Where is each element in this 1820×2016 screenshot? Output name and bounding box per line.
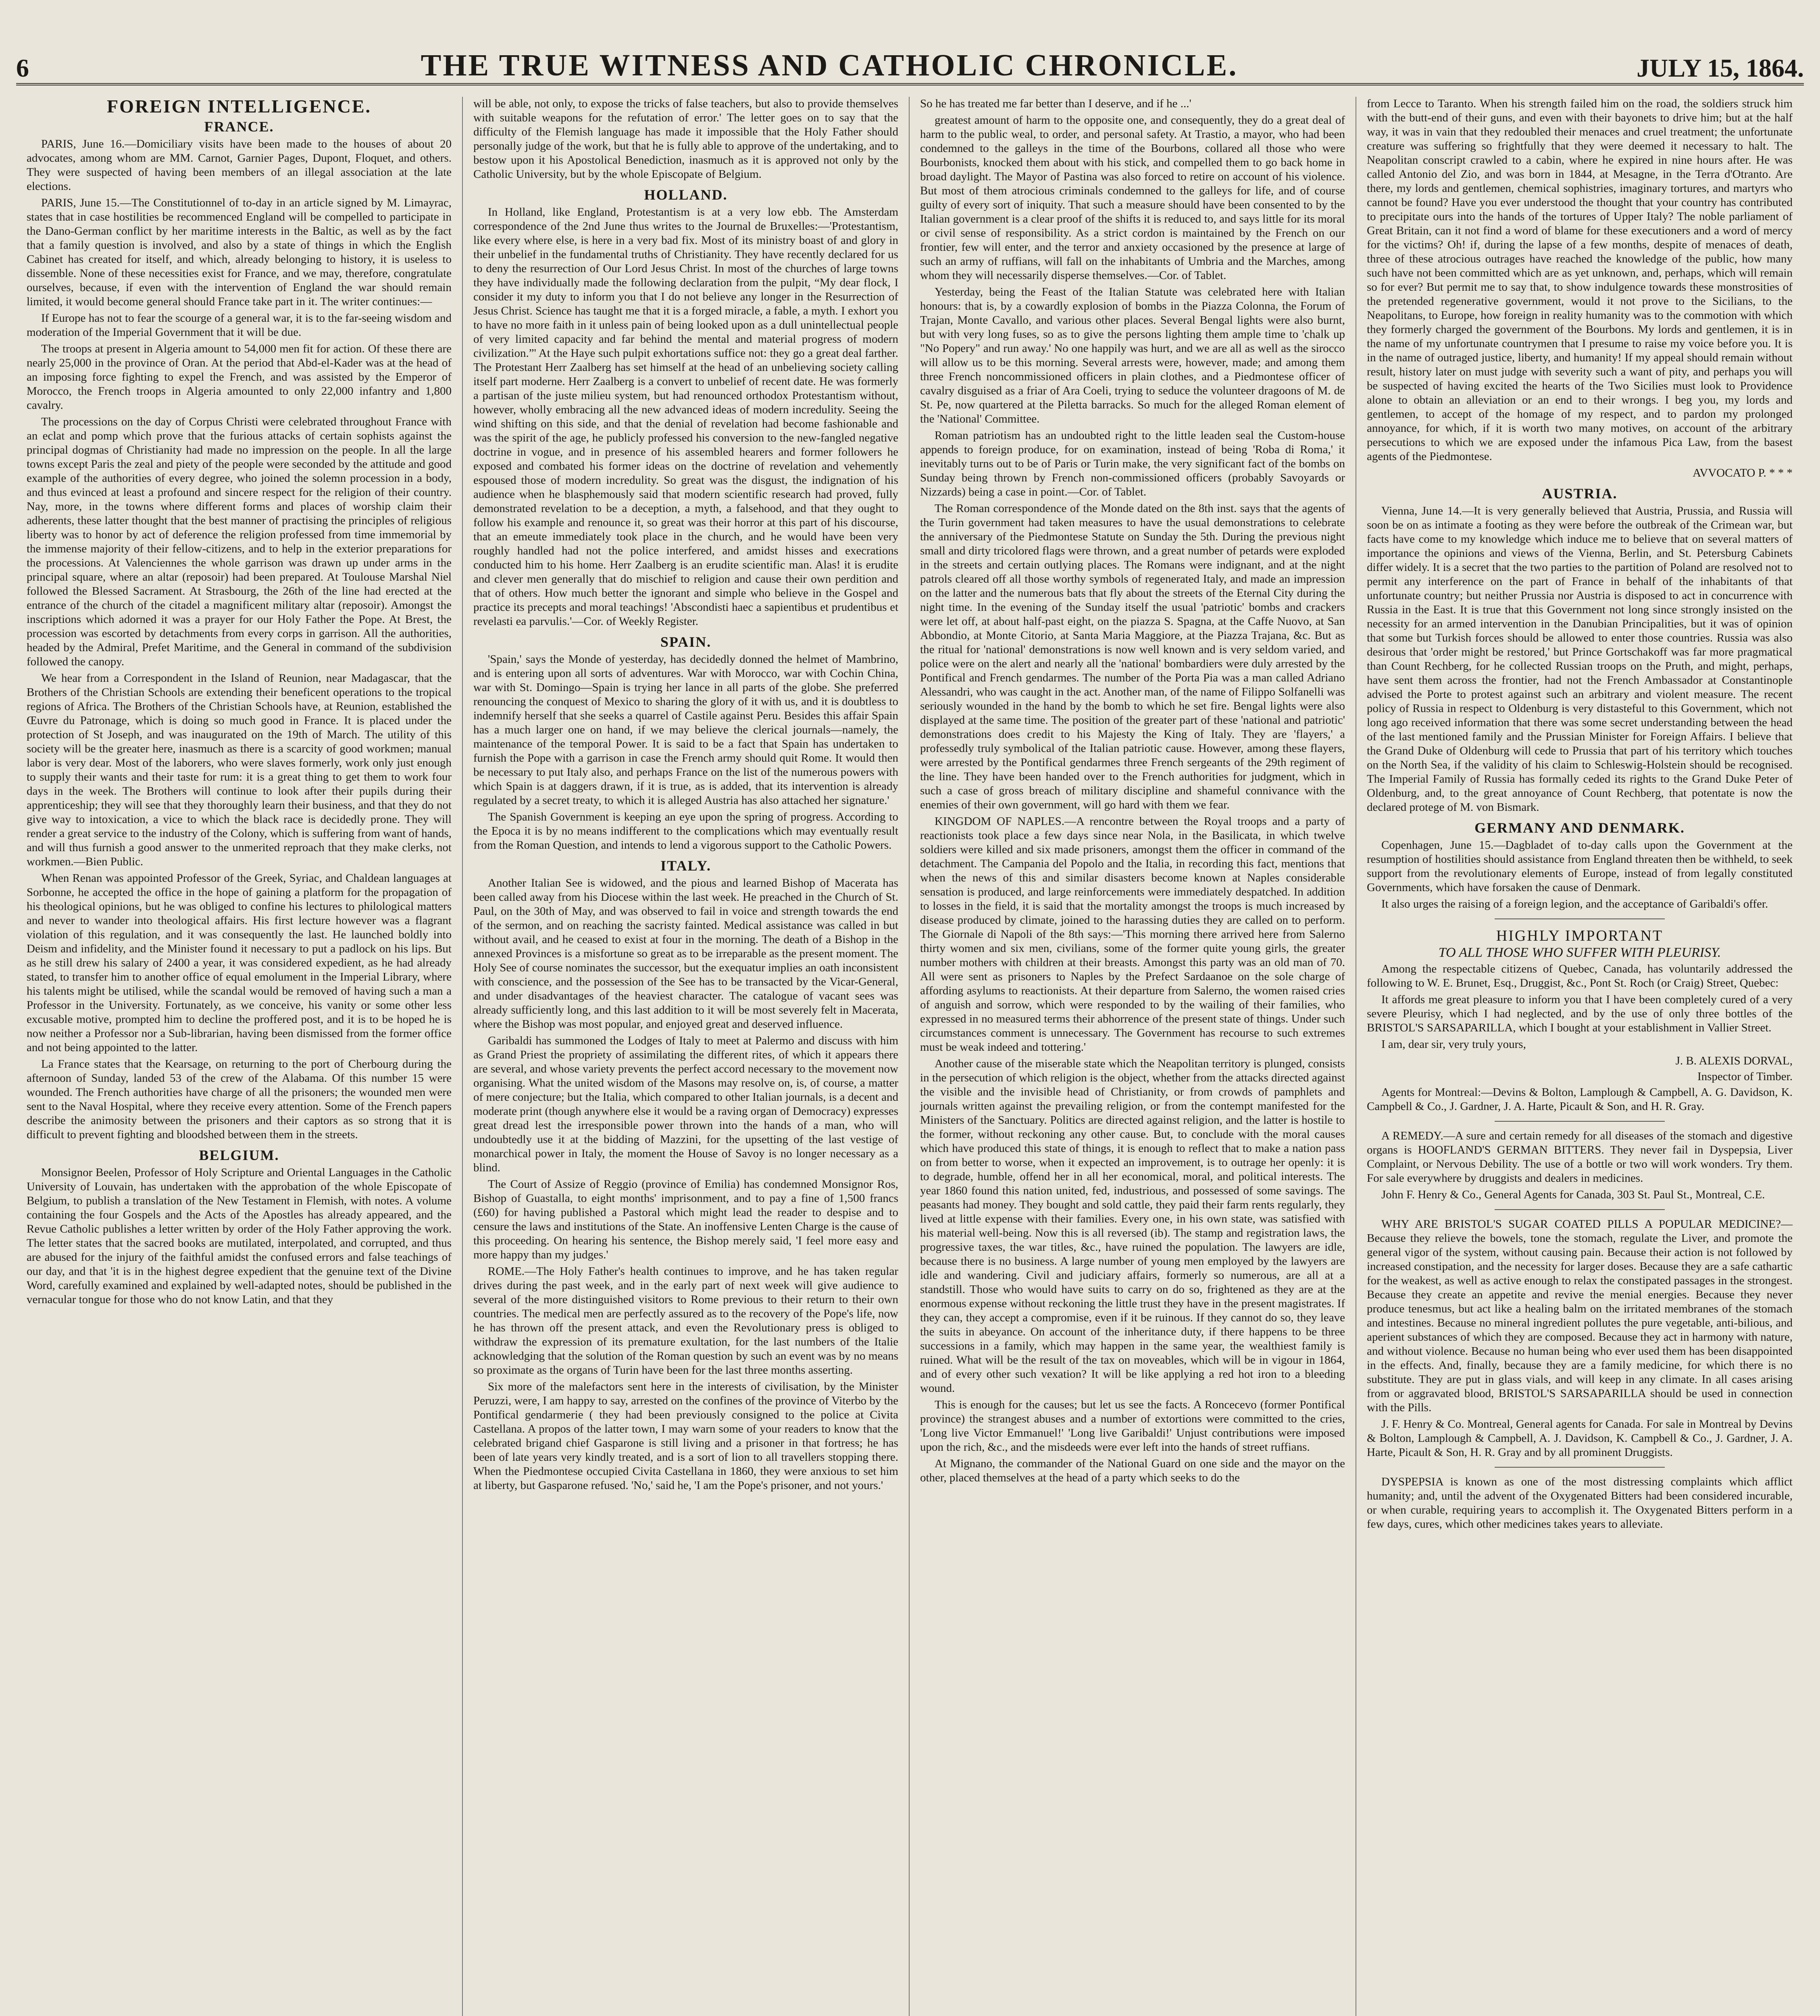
article-paragraph: Copenhagen, June 15.—Dagbladet of to-day calls upon the Government at the resumption of hostilities should assistance from England threaten then be withheld, to seek support from the revolutionary elements of Europe, instead of from legally constituted Governments, which have forsaken the cause of Denmark. <box>1367 839 1793 894</box>
article-paragraph: This is enough for the causes; but let us see the facts. A Roncecevo (former Pontifical province) the strangest abuses and a number of extortions were committed to the cries, 'Long live Victor Emmanuel!' 'Long live Garibaldi!' Unjust contributions were imposed upon the rich, &c., and the misdeeds were ever left into the hands of street ruffians. <box>920 1398 1345 1454</box>
divider <box>1495 918 1665 919</box>
article-paragraph: will be able, not only, to expose the tricks of false teachers, but also to provide themselves with suitable weapons for the refutation of error.' The letter goes on to say that the difficulty of the Flemish language has made it impossible that the Holy Father should personally judge of the work, but that he is fully able to approve of the undertaking, and to bestow upon it his Apostolical Benediction, inasmuch as it is approved not only by the Catholic University, but by the whole Episcopate of Belgium. <box>473 97 898 181</box>
signature: AVVOCATO P. * * * <box>1693 467 1793 479</box>
ad-subheading: TO ALL THOSE WHO SUFFER WITH PLEURISY. <box>1438 945 1721 960</box>
column-3 <box>910 97 1356 2016</box>
signature-title: Inspector of Timber. <box>1697 1070 1793 1083</box>
heading-austria: AUSTRIA. <box>1542 485 1618 502</box>
article-paragraph: At Mignano, the commander of the National Guard on one side and the mayor on the other, placed themselves at the head of a party which seeks to do the <box>920 1457 1345 1484</box>
article-paragraph: ROME.—The Holy Father's health continues to improve, and he has taken regular drives during the past week, and in the early part of next week will give audience to several of the more distinguished visitors to Rome previous to their return to their own countries. The medical men are perfectly assured as to the recovery of the Pope's life, now he has thrown off the present attack, and even the Revolutionary press is obliged to withdraw the expression of its premature exultation, for the last numbers of the Italie acknowledging that the solution of the Roman question by such an event was by no means so proximate as the organs of Turin have been for the last three months asserting. <box>473 1265 898 1377</box>
article-paragraph: Garibaldi has summoned the Lodges of Italy to meet at Palermo and discuss with him as Grand Priest the propriety of assimilating the different rites, of which it appears there are several, and whose variety prevents the perfect accord necessary to the movement now organising. What the united wisdom of the Masons may resolve on, is, of course, a matter of mere conjecture; but the Italia, which compared to other Italian journals, is a decent and moderate print (though anywhere else it would be a raving organ of Democracy) expresses great dread lest the irresponsible power thrown into the hands of a man, who will undoubtedly use it at the bidding of Mazzini, for the upsetting of the last vestige of monarchical power in Italy, the moment the House of Savoy is no longer necessary as a blind. <box>473 1034 898 1174</box>
article-paragraph: The Roman correspondence of the Monde dated on the 8th inst. says that the agents of the Turin government had taken measures to have the usual demonstrations to celebrate the anniversary of the Piedmontese Statute on Sunday the 5th. During the previous night small and dirty tricolored flags were thrown, and a great number of petards were exploded in the streets and certain outlying places. The Romans were indignant, and at the night patrols cleared off all those worthy symbols of regenerated Italy, and made an impression on the latter and the numerous bats that fly about the streets of the Eternal City during the night time. In the evening of the Sunday itself the usual 'patriotic' bombs and crackers were let off, at about half-past eight, on the piazza S. Spagna, at the Caffe Nuovo, at San Abbondio, at Monte Citorio, at Santa Maria Maggiore, at the Piazza Trajana, &c. But as the ritual for 'national' demonstrations is now well known and is very seldom varied, and police were on the alert and nearly all the 'national' bombardiers were duly arrested by the Pontifical and French gendarmes. The number of the Porta Pia was a man called Adriano Alessandri, who was caught in the act. Another man, of the name of Filippo Solfanelli was seriously wounded in the hand by the bomb to which he set fire. Bengal lights were also displayed at the same time. The position of the greater part of these 'national and patriotic' demonstrations does credit to his Majesty the King of Italy. They are 'flayers,' a professedly truly symbolical of the Italian patriotic cause. However, among these flayers, were arrested by the Pontifical gendarmes three French sergeants of the 29th regiment of the line. They have been handed over to the French authorities for judgment, which in such a case of gross breach of military discipline and shameful connivance with the enemies of their own government, will go hard with them we fear. <box>920 502 1345 811</box>
ad-paragraph: It affords me great pleasure to inform you that I have been completely cured of a very severe Pleurisy, which I had neglected, and by the use of only three bottles of the BRISTOL'S SARSAPARILLA, which I bought at your establishment in Vallier Street. <box>1367 993 1793 1034</box>
article-paragraph: KINGDOM OF NAPLES.—A rencontre between the Royal troops and a party of reactionists took place a few days since near Nola, in the Basilicata, in which twelve soldiers were killed and six made prisoners, amongst them the officer in command of the detachment. The Campania del Popolo and the Italia, in recording this fact, mentions that when the news of this and similar disasters become known at Naples considerable sensation is produced, and large reinforcements were immediately despatched. In addition to losses in the field, it is said that the mortality amongst the troops is much increased by disease produced by climate, joined to the harassing duties they are called on to perform. The Giornale di Napoli of the 8th says:—'This morning there arrived here from Salerno thirty women and six men, civilians, some of the former quite young girls, the greater number mothers with children at their breasts. Amongst this party was an old man of 70. All were sent as prisoners to Naples by the Prefect Sardaanoe on the sole charge of affording asylums to reactionists. At their departure from Salerno, the women raised cries of anguish and sorrow, which were responded to by the wailing of their families, who expressed in no measured terms their abhorrence of the present state of things. Under such circumstances comment is unnecessary. The Government has recourse to such extremes must be weak indeed and tottering.' <box>920 815 1345 1054</box>
divider <box>1495 1209 1665 1210</box>
article-paragraph: The processions on the day of Corpus Christi were celebrated throughout France with an eclat and pomp which prove that the furious attacks of certain sophists against the principal dogmas of Christianity had made no impression on the people. In all the large towns except Paris the zeal and piety of the people were seconded by the attitude and good example of the authorities of every degree, who joined the solemn procession in a body, and thus evinced at least a profound and sincere respect for the religion of their country. Nay, more, in the towns where different forms and places of worship claim their adherents, these latter thought that the best manner of practising the principles of religious liberty was to honor by act of deference the religion professed from time immemorial by the immense majority of their fellow-citizens, and to help in the exterior preparations for the processions. At Valenciennes the whole garrison was drawn up under arms in the principal square, where an altar (reposoir) had been prepared. At Toulouse Marshal Niel followed the Blessed Sacrament. At Strasbourg, the 26th of the line had erected at the entrance of the church of the citadel a magnificent military altar (reposoir). Amongst the inscriptions which adorned it was a prayer for our Holy Father the Pope. At Brest, the procession was escorted by detachments from every corps in garrison. All the authorities, headed by the Admiral, Prefet Maritime, and the General in command of the subdivision followed the canopy. <box>27 415 452 668</box>
heading-belgium: BELGIUM. <box>199 1147 279 1163</box>
article-paragraph: We hear from a Correspondent in the Island of Reunion, near Madagascar, that the Brothers of the Christian Schools are extending their beneficent operations to the tropical regions of Africa. The Brothers of the Christian Schools have, at Reunion, established the Œuvre du Patronage, which is doing so much good in France. It is placed under the protection of St Joseph, and was inaugurated on the 19th of March. The utility of this society will be the greater here, inasmuch as there is a scarcity of good workmen; manual labor is very dear. Most of the laborers, who were slaves formerly, work only just enough to supply their wants and their taste for rum: it is a great thing to get them to work four days in the week. The Brothers will continue to look after their pupils during their apprenticeship; they will see that they thoroughly learn their business, and that they do not give way to intoxication, a vice to which the black race is decidedly prone. They will render a great service to the industry of the Colony, which is suffering from want of hands, and will thus furnish a good answer to the unmerited reproach that they make clerks, not workmen.—Bien Public. <box>27 672 452 868</box>
heading-germany-denmark: GERMANY AND DENMARK. <box>1474 820 1685 836</box>
article-paragraph: 'Spain,' says the Monde of yesterday, has decidedly donned the helmet of Mambrino, and is entering upon all sorts of adventures. War with Morocco, war with Cochin China, war with St. Domingo—Spain is trying her lance in all parts of the globe. She preferred renouncing the conquest of Mexico to sharing the glory of it with us, and it is doubtless to indemnify herself that she seeks a quarrel of Castile against Peru. Besides this affair Spain has a much larger one on hand, if we may believe the clerical journals—namely, the maintenance of the temporal Power. It is said to be a fact that Spain has undertaken to furnish the Pope with a garrison in case the French army should quit Rome. It would then be necessary to put Italy also, and perhaps France on the list of the numerous powers with which Spain is at daggers drawn, if it is true, as is added, that its intervention is already regulated by a secret treaty, to which it is alleged Austria has also attached her signature.' <box>473 653 898 807</box>
article-paragraph: In Holland, like England, Protestantism is at a very low ebb. The Amsterdam correspondence of the 2nd June thus writes to the Journal de Bruxelles:—'Protestantism, like every where else, is here in a very bad fix. Most of its ministry boast of and glory in their unbelief in the fundamental truths of Christianity. They have recently declared for us to deny the resurrection of Our Lord Jesus Christ. In most of the churches of large towns they have individually made the following declaration from the pulpit, “My dear flock, I consider it my duty to inform you that I do not believe any longer in the Resurrection of Jesus Christ. Science has taught me that it is a forged miracle, a fable, a myth. I exhort you to have no more faith in it unless pain of being looked upon as a dull unintellectual people of very limited capacity and far behind the mental and material progress of modern civilization.”' At the Haye such pulpit exhortations suffice not: they go a great deal farther. The Protestant Herr Zaalberg has set himself at the head of an unbelieving society calling itself part moderne. Herr Zaalberg is a convert to unbelief of recent date. He was formerly a partisan of the juste milieu system, but had renounced orthodox Protestantism without, however, wholly embracing all the new advanced ideas of modern incredulity. Seeing the wind shifting on this side, and that the denial of revelation had become fashionable and was the spirit of the age, he publicly professed his conversion to the new-fangled negative doctrine in vogue, and in presence of his assembled hearers and former followers he exposed and combated his former ideas on the doctrine of revelation and vehemently espoused those of modern incredulity. So great was the disgust, the indignation of his audience when he blasphemously said that modern scientific research had proved, fully demonstrated revelation to be a deception, a myth, a falsehood, and that they ought to follow his example and renounce it, so great was their horror at this part of his discourse, that an emeute immediately took place in the church, and he would have been very roughly handled had not the police interfered, and amidst hisses and execrations conducted him to his home. Herr Zaalberg is an erudite scientific man. Alas! it is erudite and clever men generally that do mischief to religion and cause their own perdition and that of others. How much better the ignorant and simple who believe in the Gospel and practice its precepts and moral teachings! 'Abscondisti haec a sapientibus et prudentibus et revelasti ea parvulis.'—Cor. of Weekly Register. <box>473 206 898 628</box>
ad-paragraph: DYSPEPSIA is known as one of the most distressing complaints which afflict humanity; and, until the advent of the Oxygenated Bitters had been considered incurable, or when curable, requiring years to accomplish it. The Oxygenated Bitters perform in a few days, cures, which other medicines takes years to alleviate. <box>1367 1475 1793 1531</box>
article-paragraph: Roman patriotism has an undoubted right to the little leaden seal the Custom-house appends to foreign produce, for on examination, instead of being 'Roba di Roma,' it inevitably turns out to be of Paris or Turin make, the very significant fact of the bombs on Sunday being thrown by French non-commissioned officers (probably Savoyards or Nizzards) being a case in point.—Cor. of Tablet. <box>920 429 1345 498</box>
ad-agents: Agents for Montreal:—Devins & Bolton, Lamplough & Campbell, A. G. Davidson, K. Campbell & Co., J. Gardner, J. A. Harte, Picault & Son, and H. R. Gray. <box>1367 1086 1793 1113</box>
article-paragraph: Yesterday, being the Feast of the Italian Statute was celebrated here with Italian honours: that is, by a cowardly explosion of bombs in the Piazza Colonna, the Forum of Trajan, Monte Cavallo, and various other places. Several Bengal lights were also burnt, but with very long fuses, so as to give the persons lighting them ample time to 'chalk up "No Popery" and run away.' No one happily was hurt, and we are all as well as the sirocco will allow us to be this morning. Several arrests were, however, made; and among them three French noncommissioned officers in plain clothes, and a Piedmontese officer of cavalry disguised as a friar of Ara Coeli, trying to seduce the volunteer dragoons of M. de St. Pe, now quartered at the Piletta barracks. So much for the alleged Roman element of the 'National' Committee. <box>920 285 1345 425</box>
masthead <box>16 44 1804 85</box>
issue-date: JULY 15, 1864. <box>1637 54 1804 82</box>
article-paragraph: PARIS, June 16.—Domiciliary visits have been made to the houses of about 20 advocates, among whom are MM. Carnot, Garnier Pages, Dupont, Floquet, and others. They were suspected of having been members of an illegal association at the late elections. <box>27 137 452 193</box>
columns <box>16 97 1804 2016</box>
ad-paragraph: A REMEDY.—A sure and certain remedy for all diseases of the stomach and digestive organs is HOOFLAND'S GERMAN BITTERS. They never fail in Dyspepsia, Liver Complaint, or Nervous Debility. The use of a bottle or two will work wonders. Try them. For sale everywhere by druggists and dealers in medicines. <box>1367 1129 1793 1185</box>
column-1 <box>16 97 463 2016</box>
article-paragraph: from Lecce to Taranto. When his strength failed him on the road, the soldiers struck him with the butt-end of their guns, and even with their bayonets to drive him; but at the half way, it was in vain that they redoubled their menaces and cruel treatment; the unfortunate creature was suffering so frightfully that they were deemed it necessary to halt. The Neapolitan conscript crawled to a cabin, where he expired in nine hours after. He was called Antonio del Zio, and was born in 1844, at Mesagne, in the Terra d'Otranto. Are there, my lords and gentlemen, chemical sophistries, imaginary tortures, and martyrs who cannot be found? Have you ever understood the thought that your country has contributed to precipitate ours into the hands of the tortures of Upper Italy? The noble parliament of Great Britain, can it not find a word of blame for these executioners and a word of mercy for the victims? Oh! if, during the lapse of a few months, despite of menaces of death, three of these atrocious outrages have reached the knowledge of the public, how many such have not been committed which are as yet unknown, and, perhaps, which will remain so for ever? But permit me to say that, to show indulgence towards these monstrosities of the pretended regenerative government, would it not prove to the Sicilians, to the Neapolitans, to Europe, how foreign in reality humanity was to the commotion with which they formerly charged the government of the Bourbons. My lords and gentlemen, it is in the name of my unfortunate countrymen that I presume to raise my voice before you. It is in the name of outraged justice, liberty, and humanity! If my appeal should remain without result, history later on must judge with severity such a want of pity, and perhaps you will be suspected of having excited the hearts of the Two Sicilies must look to Providence alone to obtain an alleviation or an end to their wrongs. I beg you, my lords and gentlemen, to accept of the homage of my respect, and to pardon my prolonged annoyance, for which, if it is worth two many motives, on account of the arbitrary persecutions to which we are exposed under the infamous Pica Law, from the basest agents of the Piedmontese. <box>1367 97 1793 463</box>
ad-heading: HIGHLY IMPORTANT <box>1496 927 1664 944</box>
ad-paragraph: I am, dear sir, very truly yours, <box>1381 1038 1526 1051</box>
signature: J. B. ALEXIS DORVAL, <box>1675 1054 1793 1067</box>
article-paragraph: The Spanish Government is keeping an eye upon the spring of progress. According to the Epoca it is by no means indifferent to the complications which may eventually result from the Roman Question, and intends to lend a vigorous support to the Catholic Powers. <box>473 810 898 852</box>
article-paragraph: Monsignor Beelen, Professor of Holy Scripture and Oriental Languages in the Catholic University of Louvain, has undertaken with the approbation of the whole Episcopate of Belgium, to publish a translation of the New Testament in Flemish, with notes. A volume containing the four Gospels and the Acts of the Apostles has already appeared, and the Revue Catholic publishes a letter written by order of the Holy Father approving the work. The letter states that the sacred books are mutilated, interpolated, and corrupted, and thus are abused for the injury of the faithful amidst the confused errors and false teachings of our day, and that 'it is in the highest degree expedient that the genuine text of the Divine Word, carefully examined and explained by well-adapted notes, should be published in the vernacular tongue for those who do not know Latin, and that they <box>27 1166 452 1306</box>
article-paragraph: Six more of the malefactors sent here in the interests of civilisation, by the Minister Peruzzi, were, I am happy to say, arrested on the confines of the province of Viterbo by the Pontifical gendarmerie ( they had been previously consigned to the police at Civita Castellana. A propos of the latter town, I may warn some of your readers to know that the celebrated brigand chief Gasparone is still living and a prisoner in that fortress; he has been of late years very kindly treated, and is a sort of lion to all travellers stopping there. When the Piedmontese occupied Civita Castellana in 1860, they were anxious to set him at liberty, but Gasparone refused. 'No,' said he, 'I am the Pope's prisoner, and not yours.' <box>473 1380 898 1492</box>
article-paragraph: The Court of Assize of Reggio (province of Emilia) has condemned Monsignor Ros, Bishop of Guastalla, to eight months' imprisonment, and to pay a fine of 1,500 francs (£60) for having published a Pastoral which might lead the reader to despise and to censure the laws and institutions of the State. An inoffensive Lenten Charge is the cause of this proceeding. On hearing his sentence, the Bishop merely said, 'I feel more easy and more happy than my judges.' <box>473 1178 898 1261</box>
heading-spain: SPAIN. <box>660 634 712 650</box>
heading-france: FRANCE. <box>204 119 274 135</box>
heading-holland: HOLLAND. <box>644 187 728 203</box>
article-paragraph: When Renan was appointed Professor of the Greek, Syriac, and Chaldean languages at Sorbonne, he accepted the office in the hope of gaining a platform for the propagation of his theological opinions, but he was obliged to confine his lectures to philological matters and never to wander into theological affairs. His first lecture however was a flagrant violation of this regulation, and it was consequently the last. He launched boldly into Deism and infidelity, and the Minister found it necessary to put a padlock on his lips. But as he still drew his salary of 2400 a year, it was considered expedient, as he had already stated, to transfer him to another office of equal emolument in the Imperial Library, where his talents might be utilised, while the scandal would be removed of having such a man a Professor in the University. Fortunately, as we conceive, his vanity or some other less excusable motive, prompted him to decline the proffered post, and it is to be hoped he is now neither a Professor nor a Sub-librarian, having been dismissed from the former office and not being appointed to the latter. <box>27 872 452 1054</box>
heading-italy: ITALY. <box>660 858 711 874</box>
page-number: 6 <box>16 54 29 82</box>
column-2 <box>463 97 910 2016</box>
article-paragraph: La France states that the Kearsage, on returning to the port of Cherbourg during the afternoon of Sunday, landed 53 of the crew of the Alabama. Of this number 15 were wounded. The French authorities have charge of all the prisoners; the wounded men were sent to the Naval Hospital, where they receive every attention. Some of the French papers describe the animosity between the prisoners and their captors as so strong that it is difficult to prevent fighting and bloodshed between them in the streets. <box>27 1058 452 1141</box>
section-title: FOREIGN INTELLIGENCE. <box>106 97 371 117</box>
newspaper-title: THE TRUE WITNESS AND CATHOLIC CHRONICLE. <box>421 48 1238 82</box>
article-paragraph: If Europe has not to fear the scourge of a general war, it is to the far-seeing wisdom and moderation of the Imperial Government that it will be due. <box>27 312 452 339</box>
article-paragraph: Another cause of the miserable state which the Neapolitan territory is plunged, consists in the persecution of which religion is the object, whether from the attacks directed against the visible and the invisible head of Christianity, or from crowds of pamphlets and journals written against the prevailing religion, or from the contempt manifested for the Ministers of the Sanctuary. Politics are directed against religion, and the latter is hostile to the former, without reckoning any other cause. But, to conclude with the moral causes which have produced this state of things, it is enough to reflect that to make a nation pass on from better to worse, when it expected an improvement, is to outrage her openly: it is to degrade, humble, offend her in all her economical, moral, and political interests. The year 1860 found this nation united, fed, industrious, and possessed of some savings. The peasants had money. They bought and sold cattle, they paid their farm rents regularly, they lived at little expense with their families. Every one, in his own state, was satisfied with his material well-being. Now this is all reversed (ib). The stamp and registration laws, the progressive taxes, the war titles, &c., have ruined the population. The lawyers are idle, because there is no business. A large number of young men employed by the lawyers are idle and wandering. Civil and judiciary affairs, formerly so numerous, are all at a standstill. Those who would have suits to carry on do so, frightened as they are at the enormous expense without reckoning the little trust they have in the present magistrates. If they can, they accept a compromise, even if it be ruinous. If they cannot do so, they leave the suits in abeyance. On account of the inheritance duty, if there happens to be three successions in a family, which may happen in the same year, the wealthiest family is ruined. What will be the result of the tax on moveables, which will be in vigour in 1864, and of every other such vexation? It will be like applying a red hot iron to a bleeding wound. <box>920 1057 1345 1395</box>
article-paragraph: So he has treated me far better than I deserve, and if he ...' <box>920 97 1191 110</box>
article-paragraph: Another Italian See is widowed, and the pious and learned Bishop of Macerata has been called away from his Diocese within the last week. He preached in the Church of St. Paul, on the 30th of May, and was observed to fail in voice and strength towards the end of the sermon, and on reaching the sacristy fainted. Medical assistance was called in but without avail, and he ceased to exist at four in the morning. The death of a Bishop in the annexed Provinces is a misfortune so great as to be irreparable as the present moment. The Holy See of course nominates the successor, but the exequatur implies an oath inconsistent with conscience, and the possession of the See has to be transacted by the Vicar-General, and under disadvantages of the heaviest character. The catalogue of vacant sees was already sufficiently long, and this last addition to it will be most severely felt in Macerata, where the Bishop was most popular, and enjoyed great and deserved influence. <box>473 877 898 1031</box>
divider <box>1495 1467 1665 1468</box>
article-paragraph: It also urges the raising of a foreign legion, and the acceptance of Garibaldi's offer. <box>1381 898 1768 910</box>
ad-paragraph: WHY ARE BRISTOL'S SUGAR COATED PILLS A POPULAR MEDICINE?—Because they relieve the bowels, tone the stomach, regulate the Liver, and promote the general vigor of the system, without causing pain. Because their action is not followed by increased constipation, and the necessity for larger doses. Because they are a safe cathartic for the weakest, as well as active enough to relax the constipated passages in the strongest. Because they create an appetite and revive the menial energies. Because they never produce tenesmus, but act like a healing balm on the irritated membranes of the stomach and intestines. Because no mineral ingredient pollutes the pure vegetable, anti-bilious, and aperient substances of which they are composed. Because they act in harmony with nature, and without violence. Because no human being who ever used them has been disappointed in the effects. And, finally, because they are a family medicine, for which there is no substitute. They are put in glass vials, and will keep in any climate. In all cases arising from or aggravated blood, BRISTOL'S SARSAPARILLA should be used in connection with the Pills. <box>1367 1218 1793 1414</box>
article-paragraph: The troops at present in Algeria amount to 54,000 men fit for action. Of these there are nearly 25,000 in the province of Oran. At the period that Abd-el-Kader was at the head of an imposing force fighting to expel the French, and was assisted by the Emperor of Morocco, the French troops in Algeria amounted to only 22,000 infantry and 1,800 cavalry. <box>27 342 452 412</box>
column-4 <box>1356 97 1803 2016</box>
ad-paragraph: Among the respectable citizens of Quebec, Canada, has voluntarily addressed the following to W. E. Brunet, Esq., Druggist, &c., Pont St. Roch (or Craig) Street, Quebec: <box>1367 962 1793 989</box>
article-paragraph: greatest amount of harm to the opposite one, and consequently, they do a great deal of harm to the public weal, to order, and personal safety. At Trastio, a mayor, who had been condemned to the galleys in the time of the Bourbons, collared all those who were Bourbonists, knocked them about with his stick, and compelled them to go back home in broad daylight. The Mayor of Pastina was also forced to retire on account of his violence. But most of them atrocious criminals condemned to the galleys for life, and of course guilty of every sort of iniquity. That such a measure should have been consented to by the Italian government is a clear proof of the shifts it is reduced to, and says little for its moral or civil sense of responsibility. As a strict cordon is maintained by the French on our frontier, few will enter, and the terror and anxiety occasioned by the presence at large of such an army of ruffians, will fall on the inhabitants of Umbria and the Marches, among whom they will necessarily disperse themselves.—Cor. of Tablet. <box>920 114 1345 282</box>
ad-agents: John F. Henry & Co., General Agents for Canada, 303 St. Paul St., Montreal, C.E. <box>1381 1188 1765 1201</box>
ad-agents: J. F. Henry & Co. Montreal, General agents for Canada. For sale in Montreal by Devins & Bolton, Lamplough & Campbell, A. J. Davidson, K. Campbell & Co., J. Gardner, J. A. Harte, Picault & Son, H. R. Gray and by all prominent Druggists. <box>1367 1418 1793 1459</box>
article-paragraph: PARIS, June 15.—The Constitutionnel of to-day in an article signed by M. Limayrac, states that in case hostilities be recommenced England will be compelled to participate in the Dano-German conflict by her maritime interests in the Baltic, as well as by the fact that a family question is involved, and also by a state of things in which the English Cabinet has created for itself, and which, already belonging to history, it is useless to dissemble. None of these necessities exist for France, and we may, therefore, congratulate ourselves, because, if even with the intervention of England the war should remain limited, it would become general should France take part in it. The writer continues:— <box>27 196 452 308</box>
article-paragraph: Vienna, June 14.—It is very generally believed that Austria, Prussia, and Russia will soon be on as intimate a footing as they were before the outbreak of the Crimean war, but facts have come to my knowledge which induce me to believe that on several matters of importance the opinions and views of the Vienna, Berlin, and St. Petersburg Cabinets differ widely. It is a secret that the two parties to the partition of Poland are resolved not to permit any interference on the part of France in behalf of the inhabitants of that unfortunate country; but neither Prussia nor Austria is disposed to act in concurrence with Russia in the East. It is true that this Government not long since strongly insisted on the necessity for an armed intervention in the Danubian Principalities, but it was of opinion that some but Turkish forces should be allowed to enter those countries. Russia was also desirous that 'order might be restored,' but Prince Gortschakoff was far more pragmatical than Count Rechberg, for he collected Russian troops on the Pruth, and might, perhaps, have sent them across the frontier, had not the French Ambassador at Constantinople advised the Porte to protest against such an arbitrary and violent measure. The recent policy of Russia in respect to Oldenburg is very distasteful to this Government, which not long ago received information that there was some secret understanding between the head of the last mentioned family and the Prussian Minister for Foreign Affairs. I believe that the Grand Duke of Oldenburg will cede to Prussia that part of his territory which touches on the North Sea, if the validity of his claim to Schleswig-Holstein should be recognised. The Imperial Family of Russia has formally ceded its rights to the Grand Duke Peter of Oldenburg, and, to the great annoyance of Count Rechberg, that potentate is now the declared protege of M. von Bismark. <box>1367 504 1793 814</box>
divider <box>1495 1121 1665 1122</box>
